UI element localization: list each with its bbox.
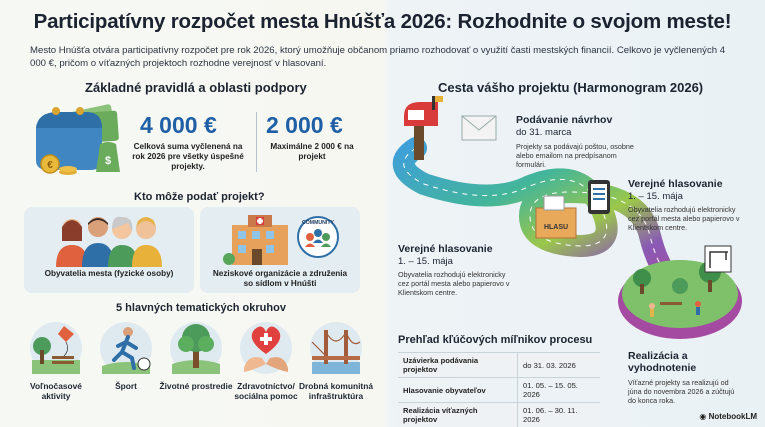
milestone-label: Uzávierka podávania projektov — [398, 353, 518, 378]
step2-title: Verejné hlasovanie — [628, 178, 723, 190]
milestone-label: Hlasovanie obyvateľov — [398, 378, 518, 403]
step2-desc: Obyvatelia rozhodujú elektronicky cez portál mesta alebo papierovo v Klientskom centre. — [628, 205, 744, 232]
ballot-box-label: HLASU — [544, 224, 568, 231]
who-card-ngo — [200, 207, 360, 293]
wallet-money-icon — [28, 98, 128, 178]
who-heading: Kto môže podať projekt? — [134, 191, 265, 203]
milestone-value: do 31. 03. 2026 — [518, 353, 600, 378]
table-row — [398, 378, 600, 403]
total-caption: Celková suma vyčlenená na rok 2026 pre všetky úspešné projekty. — [128, 142, 248, 172]
step4-title: Realizácia a vyhodnotenie — [628, 350, 748, 374]
theme-label-environment: Životné prostredie — [158, 381, 234, 391]
svg-text:$: $ — [105, 155, 111, 167]
divider — [256, 112, 257, 172]
step3-desc: Obyvatelia rozhodujú elektronicky cez portál mesta alebo papierovo v Klientskom centre. — [398, 270, 514, 297]
svg-text:€: € — [47, 160, 53, 171]
who-card-residents — [24, 207, 194, 293]
brand-name: NotebookLM — [709, 412, 757, 421]
themes-icons-row — [18, 320, 368, 376]
milestone-value: 01. 06. – 30. 11. 2026 — [518, 403, 600, 427]
milestones-heading: Prehľad kľúčových míľnikov procesu — [398, 334, 592, 346]
theme-label-health: Zdravotníctvo/ sociálna pomoc — [228, 381, 304, 401]
step3-title: Verejné hlasovanie — [398, 243, 493, 255]
step2-date: 1. – 15. mája — [628, 191, 683, 202]
step1-desc: Projekty sa podávajú poštou, osobne alebo emailom na predpísanom formulári. — [516, 142, 646, 169]
runner-icon — [100, 322, 152, 374]
phone-icon — [588, 180, 610, 214]
envelope-icon — [462, 116, 496, 140]
milestones-table — [398, 352, 600, 427]
bridge-icon — [310, 322, 362, 374]
step3-date: 1. – 15. mája — [398, 256, 453, 267]
max-amount: 2 000 € — [266, 112, 343, 139]
heart-hands-icon — [240, 322, 292, 374]
tree-icon — [170, 322, 222, 374]
who-residents-label: Obyvatelia mesta (fyzické osoby) — [34, 269, 184, 279]
themes-heading: 5 hlavných tematických okruhov — [116, 302, 286, 314]
theme-label-leisure: Voľnočasové aktivity — [18, 381, 94, 401]
max-caption: Maximálne 2 000 € na projekt — [262, 142, 362, 162]
notebook-icon: ◉ — [699, 412, 708, 421]
building-icon — [222, 211, 342, 267]
total-amount: 4 000 € — [140, 112, 217, 139]
step1-title: Podávanie návrhov — [516, 114, 612, 126]
milestone-value: 01. 05. – 15. 05. 2026 — [518, 378, 600, 403]
brand-logo — [699, 412, 757, 421]
right-heading: Cesta vášho projektu (Harmonogram 2026) — [438, 80, 703, 95]
family-icon — [52, 213, 166, 267]
crane-icon — [705, 246, 731, 272]
table-row — [398, 353, 600, 378]
page-title: Participatívny rozpočet mesta Hnúšťa 2026: Rozhodnite o svojom meste! — [0, 10, 765, 34]
kite-park-icon — [30, 322, 82, 374]
step1-date: do 31. marca — [516, 127, 571, 138]
left-heading: Základné pravidlá a oblasti podpory — [85, 80, 307, 95]
who-ngo-label: Neziskové organizácie a združenia so sídlom v Hnúšti — [208, 269, 352, 289]
intro-text: Mesto Hnúšťa otvára participatívny rozpočet pre rok 2026, ktorý umožňuje občanom priamo rozhodovať o využití časti mestských financií. Celkovo je vyčlenených 4 000 €, pričom o víťazných projektoch rozhodne verejnosť v hlasovaní. — [30, 44, 742, 70]
milestone-label: Realizácia víťazných projektov — [398, 403, 518, 427]
theme-label-sport: Šport — [88, 381, 164, 391]
table-row — [398, 403, 600, 427]
community-badge: COMMUNITY — [302, 220, 335, 226]
theme-label-infrastructure: Drobná komunitná infraštruktúra — [298, 381, 374, 401]
step4-desc: Víťazné projekty sa realizujú od júna do novembra 2026 a zúčtujú do konca roka. — [628, 378, 744, 405]
